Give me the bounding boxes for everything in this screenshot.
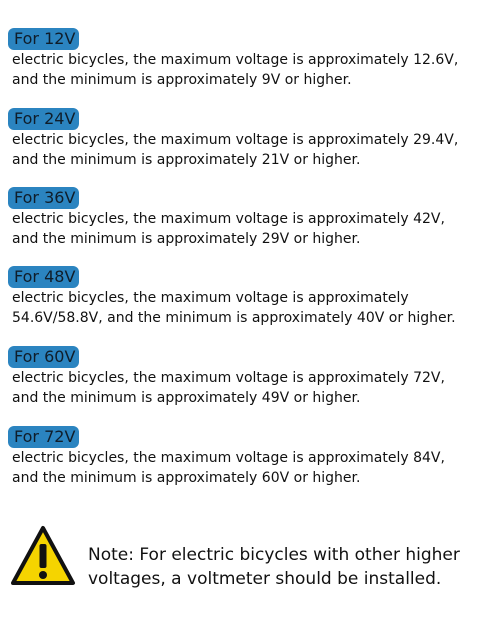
voltage-badge: For 36V	[8, 187, 79, 209]
voltage-description: electric bicycles, the maximum voltage is approximately 72V, and the minimum is approximately 49V or higher.	[12, 370, 445, 406]
voltage-description: electric bicycles, the maximum voltage is approximately 12.6V, and the minimum is approximately 9V or higher.	[12, 52, 459, 88]
voltage-description: electric bicycles, the maximum voltage is approximately 42V, and the minimum is approximately 29V or higher.	[12, 211, 445, 247]
voltage-description: electric bicycles, the maximum voltage is approximately 54.6V/58.8V, and the minimum is approximately 40V or higher.	[12, 290, 456, 326]
voltage-section-24v	[8, 108, 472, 170]
warning-note	[10, 525, 472, 595]
voltage-section-36v	[8, 187, 472, 249]
voltage-section-72v	[8, 426, 472, 488]
warning-icon	[10, 525, 76, 587]
voltage-badge: For 48V	[8, 266, 79, 288]
voltage-badge: For 12V	[8, 28, 79, 50]
note-text: Note: For electric bicycles with other higher voltages, a voltmeter should be installed.	[88, 545, 460, 589]
voltage-badge: For 72V	[8, 426, 79, 448]
voltage-section-12v	[8, 28, 472, 90]
voltage-description: electric bicycles, the maximum voltage is approximately 84V, and the minimum is approximately 60V or higher.	[12, 450, 445, 486]
voltage-description: electric bicycles, the maximum voltage is approximately 29.4V, and the minimum is approximately 21V or higher.	[12, 132, 459, 168]
voltage-badge: For 24V	[8, 108, 79, 130]
voltage-section-60v	[8, 346, 472, 408]
voltage-section-48v	[8, 266, 472, 328]
voltage-badge: For 60V	[8, 346, 79, 368]
